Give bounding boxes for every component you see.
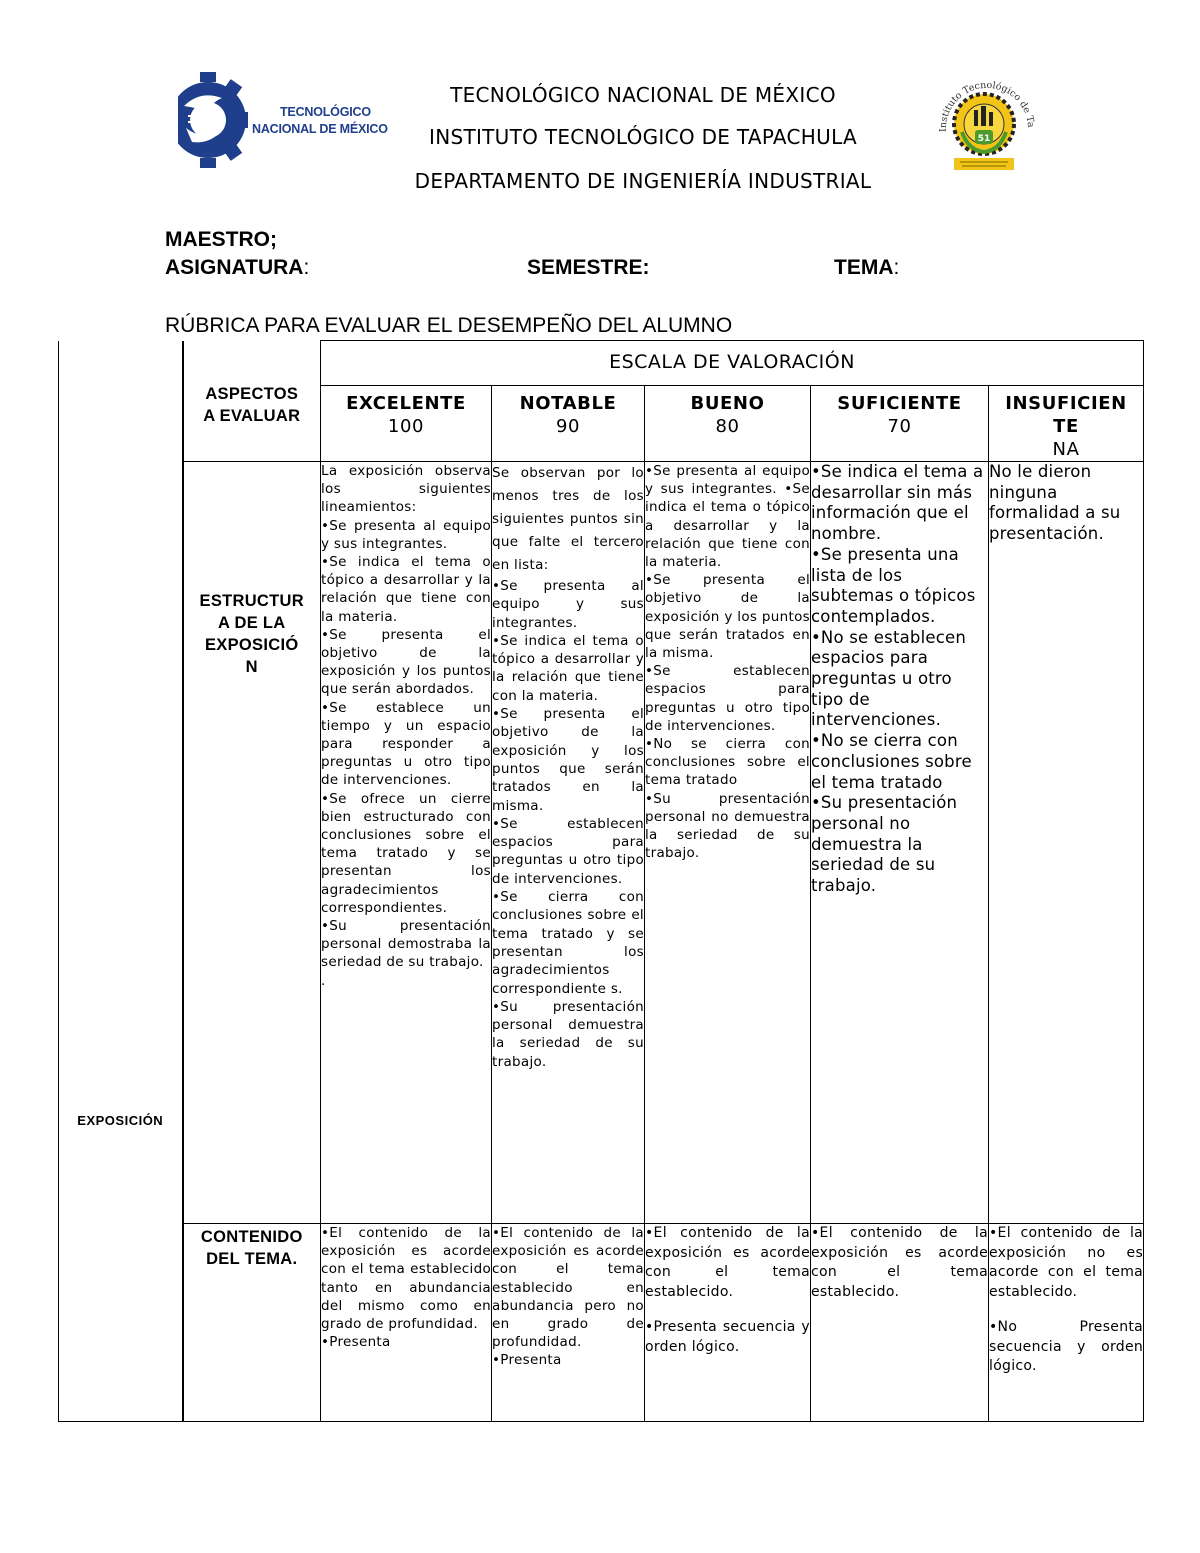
criteria-item: •Se indica el tema o tópico a desarrollar y la relación que tiene con la materia.: [321, 554, 491, 625]
criteria-item: •No se cierra con conclusiones sobre el tema tratado: [645, 736, 810, 789]
level-name: EXCELENTE: [346, 393, 466, 414]
criteria-suficiente: [811, 1224, 989, 1422]
aspect-contenido: [183, 1224, 321, 1422]
criteria-item: •El contenido de la exposición no es acorde con el tema establecido.: [989, 1225, 1144, 1300]
level-insuficiente: [989, 386, 1144, 462]
seal-ring-text: Instituto Tecnológico de Ta: [937, 79, 1037, 133]
semester-label: SEMESTRE:: [527, 256, 650, 279]
level-score: 100: [387, 416, 425, 437]
criteria-excelente: [321, 462, 492, 1224]
logo-text-line-1: TECNOLÓGICO: [280, 105, 371, 119]
aspect-line: ESTRUCTUR: [199, 592, 304, 610]
criteria-notable: [492, 1224, 645, 1422]
criteria-item: •Se ofrece un cierre bien estructurado con conclusiones sobre el tema tratado y se presentan los agradecimientos correspondientes.: [321, 790, 491, 916]
criteria-item: •El contenido de la exposición es acorde con el tema establecido tanto en abundancia del mismo como en grado de profundidad.: [321, 1225, 491, 1333]
criteria-item: •Presenta secuencia y orden lógico.: [645, 1319, 810, 1355]
subject-label: ASIGNATURA: [165, 256, 304, 279]
ittapachula-seal-logo: [928, 70, 1040, 182]
criteria-item: •No Presenta secuencia y orden lógico.: [989, 1319, 1144, 1374]
table-row: [59, 1224, 1144, 1422]
criteria-insuficiente: [989, 1224, 1144, 1422]
teacher-label: MAESTRO;: [165, 228, 277, 251]
criteria-item: •Se presenta una lista de los subtemas o tópicos contemplados.: [811, 544, 976, 626]
aspects-header-line-2: A EVALUAR: [203, 406, 301, 425]
aspect-line: CONTENIDO: [200, 1228, 303, 1246]
seal-icon: [928, 70, 1040, 182]
category-label: EXPOSICIÓN: [77, 1112, 164, 1128]
criteria-item: •Se establecen espacios para preguntas u otro tipo de intervenciones.: [492, 815, 644, 887]
scale-header: ESCALA DE VALORACIÓN: [321, 341, 1144, 386]
criteria-item: •Se presenta al equipo y sus integrantes.: [492, 578, 644, 631]
criteria-bueno: [645, 1224, 811, 1422]
rubric-table: [58, 340, 1144, 1422]
level-notable: [492, 386, 645, 462]
category-cell: [59, 341, 183, 1422]
level-score: 80: [715, 416, 740, 437]
criteria-insuficiente: [989, 462, 1144, 1224]
tecnm-logo-text: [252, 104, 388, 138]
criteria-notable: [492, 462, 645, 1224]
criteria-item: •El contenido de la exposición es acorde con el tema establecido.: [811, 1225, 988, 1300]
aspect-line: DEL TEMA.: [206, 1250, 298, 1268]
level-suficiente: [811, 386, 989, 462]
criteria-excelente: [321, 1224, 492, 1422]
table-row: [59, 341, 1144, 386]
criteria-item: •El contenido de la exposición es acorde con el tema establecido.: [645, 1225, 810, 1300]
criteria-item: •Se establece un tiempo y un espacio para responder a preguntas u otro tipo de intervenciones.: [321, 699, 491, 789]
level-name: SUFICIENTE: [837, 393, 962, 414]
header-line-2: INSTITUTO TECNOLÓGICO DE TAPACHULA: [429, 125, 857, 149]
criteria-item: •Se indica el tema o tópico a desarrollar y la relación que tiene con la materia.: [492, 632, 644, 704]
criteria-item: •No se cierra con conclusiones sobre el tema tratado: [811, 731, 972, 792]
criteria-item: •No se establecen espacios para preguntas u otro tipo de intervenciones.: [811, 627, 967, 730]
aspect-estructura: [183, 462, 321, 1224]
level-name: TE: [1053, 416, 1079, 437]
criteria-item: La exposición observa los siguientes lineamientos:: [321, 463, 491, 516]
topic-label: TEMA: [834, 256, 894, 279]
criteria-item: Se observan por lo menos tres de los siguientes puntos sin que falte el tercero en lista:: [492, 465, 644, 573]
criteria-item: •Presenta: [321, 1334, 391, 1351]
aspects-header-cell: [183, 341, 321, 462]
criteria-item: •Se establecen espacios para preguntas u otro tipo de intervenciones.: [645, 663, 810, 734]
level-score: 90: [555, 416, 581, 437]
criteria-item: •Su presentación personal no demuestra la seriedad de su trabajo.: [811, 793, 958, 896]
criteria-item: •Se presenta al equipo y sus integrantes.: [321, 517, 491, 552]
aspects-header-line-1: ASPECTOS: [205, 384, 299, 403]
criteria-item: •Su presentación personal demuestra la seriedad de su trabajo.: [492, 998, 644, 1070]
aspect-line: EXPOSICIÓ: [205, 636, 299, 654]
aspect-line: N: [245, 658, 258, 676]
criteria-item: •Se presenta el objetivo de la exposición y los puntos que serán abordados.: [321, 626, 491, 698]
criteria-item: No le dieron ninguna formalidad a su presentación.: [989, 462, 1121, 544]
level-excelente: [321, 386, 492, 462]
table-row: [59, 462, 1144, 1224]
gear-emblem-icon: [178, 72, 248, 168]
criteria-item: •Su presentación personal no demuestra la seriedad de su trabajo.: [645, 790, 810, 862]
criteria-item: •Presenta: [492, 1352, 562, 1369]
criteria-item: •El contenido de la exposición es acorde con el tema establecido en abundancia pero no en grado de profundidad.: [492, 1225, 644, 1351]
rubric-title: RÚBRICA PARA EVALUAR EL DESEMPEÑO DEL ALUMNO: [165, 314, 733, 337]
level-bueno: [645, 386, 811, 462]
topic-field: [834, 256, 899, 280]
criteria-item: •Se presenta al equipo y sus integrantes. •Se indica el tema o tópico a desarrollar y la relación que tiene con la materia.: [645, 463, 810, 571]
criteria-item: •Se presenta el objetivo de la exposición y los puntos que serán tratados en la misma.: [492, 706, 644, 814]
criteria-item: •Se indica el tema a desarrollar sin más información que el nombre.: [811, 462, 984, 544]
criteria-suficiente: [811, 462, 989, 1224]
topic-colon: :: [893, 256, 900, 279]
level-score: NA: [1052, 439, 1080, 460]
level-score: 70: [887, 416, 912, 437]
level-name: INSUFICIEN: [1005, 393, 1127, 414]
level-name: NOTABLE: [519, 393, 617, 414]
logo-text-line-2: NACIONAL DE MÉXICO: [252, 122, 388, 136]
level-name: BUENO: [690, 393, 765, 414]
seal-number: 51: [977, 134, 991, 144]
criteria-item: •Se presenta el objetivo de la exposición y los puntos que serán tratados en la misma.: [645, 572, 810, 662]
criteria-bueno: [645, 462, 811, 1224]
aspect-line: A DE LA: [218, 614, 286, 632]
criteria-item: .: [321, 972, 326, 989]
criteria-item: •Se cierra con conclusiones sobre el tema tratado y se presentan los agradecimientos correspondiente s.: [492, 889, 644, 997]
criteria-item: •Su presentación personal demostraba la seriedad de su trabajo.: [321, 918, 491, 971]
subject-colon: :: [303, 256, 310, 279]
header-line-3: DEPARTAMENTO DE INGENIERÍA INDUSTRIAL: [414, 169, 872, 193]
subject-field: [165, 256, 309, 280]
header-line-1: TECNOLÓGICO NACIONAL DE MÉXICO: [450, 83, 836, 107]
